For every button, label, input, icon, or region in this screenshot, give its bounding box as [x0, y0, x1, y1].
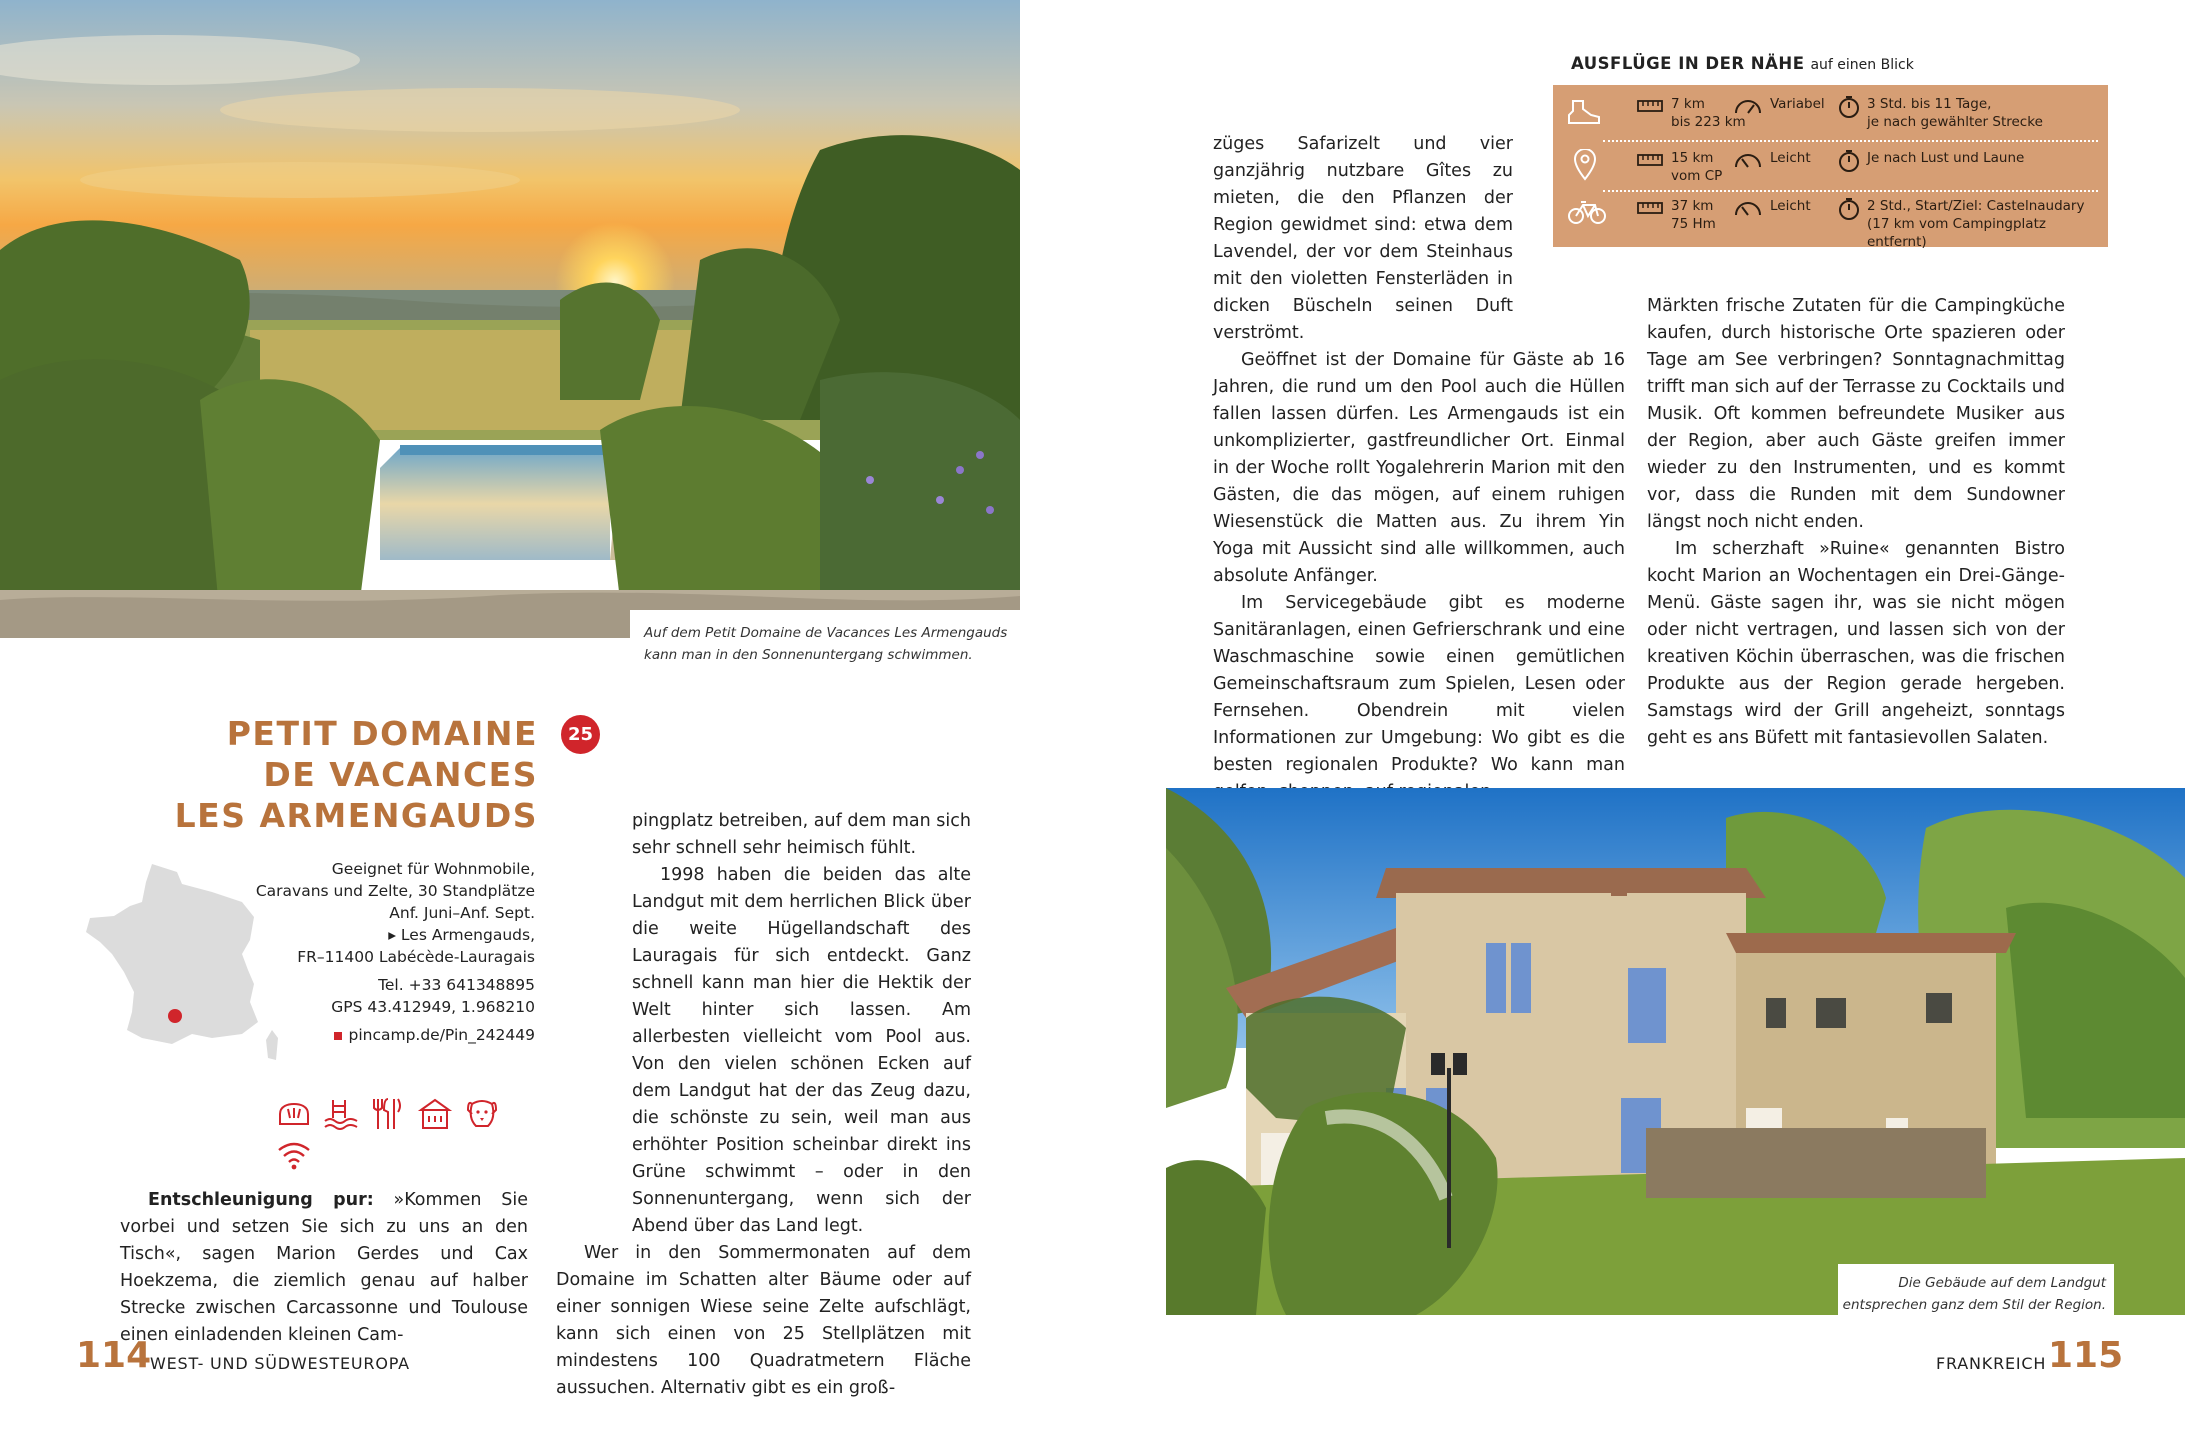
info-season: Anf. Juni–Anf. Sept.	[389, 904, 535, 922]
location-dot	[168, 1009, 182, 1023]
bread-icon	[276, 1096, 312, 1132]
info-gps: GPS 43.412949, 1.968210	[331, 998, 535, 1016]
link-square-icon	[334, 1032, 342, 1040]
info-phone: Tel. +33 641348895	[378, 976, 535, 994]
restaurant-icon	[370, 1096, 406, 1132]
pincamp-link[interactable]: pincamp.de/Pin_242449	[348, 1026, 535, 1044]
lead-in: Entschleunigung pur:	[148, 1190, 374, 1210]
row-divider	[1603, 140, 2098, 142]
pool-photo-caption	[630, 610, 1046, 684]
caption-line: kann man in den Sonnenuntergang schwimmen.	[644, 647, 973, 663]
paragraph: Wer in den Sommermonaten auf dem Domaine im Schatten alter Bäume oder auf einer sonnigen Wiese seine Zelte aufschlägt, kann sich einen von 25 Stellplätzen mit mindestens 100 Quadratmetern Fläche aussuchen. Alternativ gibt es ein groß-	[556, 1243, 971, 1398]
paragraph: Im scherzhaft »Ruine« genannten Bistro kocht Marion an Wochentagen ein Drei-Gänge-Menü. Gäste sagen ihr, was sie nicht mögen oder nicht vertragen, und lassen sich von der kreativen Köchin überraschen, was die frischen Produkte aus der Region gerade hergeben. Samstags wird der Grill angeheizt, sonntags geht es ans Büfett mit fantasievollen Salaten.	[1647, 539, 2065, 748]
excursion-time-detail: je nach gewählter Strecke	[1867, 114, 2043, 130]
title-line: PETIT DOMAINE	[226, 714, 538, 753]
site-number-badge: 25	[561, 715, 600, 754]
section-label-right: FRANKREICH	[1936, 1354, 2047, 1373]
title-line: DE VACANCES	[263, 755, 538, 794]
excursion-difficulty: Variabel	[1770, 96, 1825, 112]
text-column-2	[556, 808, 971, 1402]
info-link-row[interactable]	[235, 1024, 535, 1046]
pool-sunset-photo	[0, 0, 1020, 638]
excursion-distance-detail: bis 223 km	[1671, 114, 1746, 130]
ruler-icon	[1637, 201, 1663, 215]
excursions-heading	[1571, 54, 1914, 73]
excursion-distance-detail: vom CP	[1671, 168, 1723, 184]
excursion-time-detail: (17 km vom Campingplatz entfernt)	[1867, 216, 2046, 250]
hiking-boot-icon	[1567, 99, 1601, 127]
farmhouse-photo-caption	[1838, 1264, 2114, 1322]
stopwatch-icon	[1838, 95, 1860, 119]
gauge-icon	[1733, 199, 1763, 217]
paragraph: Geöffnet ist der Domaine für Gäste ab 16 Jahren, die rund um den Pool auch die Hüllen fallen lassen dürfen. Les Armengauds ist ein unkomplizierter, gastfreundlicher Ort. Einmal in der Woche rollt Yogalehrerin Marion mit den Gästen, die das mögen, auf einem ruhigen Wiesenstück die Matten aus. Zu ihrem Yin Yoga mit Aussicht sind alle willkommen, auch absolute Anfänger.	[1213, 350, 1625, 586]
paragraph: züges Safarizelt und vier ganzjährig nutzbare Gîtes zu mieten, die den Pflanzen der Region gewidmet sind: etwa dem Lavendel, der vor dem Steinhaus mit den violetten Fensterläden in dicken Büscheln seinen Duft verströmt.	[1213, 134, 1513, 343]
excursion-time: Je nach Lust und Laune	[1867, 150, 2025, 166]
title-line: LES ARMENGAUDS	[174, 796, 538, 835]
excursion-difficulty: Leicht	[1770, 150, 1811, 166]
gauge-icon	[1733, 97, 1763, 115]
ruler-icon	[1637, 99, 1663, 113]
text-column-4	[1647, 293, 2065, 752]
excursion-distance-detail: 75 Hm	[1671, 216, 1716, 232]
gauge-icon	[1733, 151, 1763, 169]
excursion-difficulty: Leicht	[1770, 198, 1811, 214]
paragraph: 1998 haben die beiden das alte Landgut mit dem herrlichen Blick über die weite Hügellandschaft des Lauragais für sich entdeckt. Ganz schnell kann man hier die Hektik der Welt hinter sich lassen. Am allerbesten vielleicht vom Pool aus. Von den vielen schönen Ecken auf dem Landgut hat der das Zeug dazu, die schönste zu sein, weil man aus erhöhter Position scheinbar direkt ins Grüne schwimmt – oder in den Sonnenuntergang, wenn sich der Abend über das Land legt.	[632, 865, 971, 1236]
pool-icon	[323, 1096, 359, 1132]
excursions-subtitle: auf einen Blick	[1810, 57, 1914, 73]
ruler-icon	[1637, 153, 1663, 167]
caption-line: entsprechen ganz dem Stil der Region.	[1842, 1297, 2106, 1313]
farmhouse-photo	[1166, 788, 2185, 1315]
campsite-title	[120, 713, 538, 836]
paragraph: »Kommen Sie vorbei und setzen Sie sich zu uns an den Tisch«, sagen Marion Gerdes und Cax Hoekzema, die ziemlich genau auf halber Strecke zwischen Carcassonne und Toulouse einen einladenden kleinen Cam-	[120, 1190, 528, 1345]
dog-icon	[464, 1096, 500, 1132]
campsite-info	[235, 858, 535, 1046]
excursion-distance: 7 km	[1671, 96, 1705, 112]
page-number-left: 114	[76, 1335, 152, 1376]
page-number-right: 115	[2048, 1335, 2124, 1376]
excursion-row	[1553, 149, 2108, 201]
excursion-distance: 37 km	[1671, 198, 1714, 214]
stopwatch-icon	[1838, 149, 1860, 173]
info-pitches: Caravans und Zelte, 30 Standplätze	[255, 882, 535, 900]
info-address-city: FR–11400 Labécède-Lauragais	[297, 948, 535, 966]
section-label-left: WEST- UND SÜDWESTEUROPA	[150, 1354, 410, 1373]
caption-line: Auf dem Petit Domaine de Vacances Les Armengauds	[644, 625, 1008, 641]
info-suitability: Geeignet für Wohnmobile,	[331, 860, 535, 878]
row-divider	[1603, 190, 2098, 192]
caption-line: Die Gebäude auf dem Landgut	[1898, 1275, 2106, 1291]
paragraph: pingplatz betreiben, auf dem man sich sehr schnell sehr heimisch fühlt.	[632, 811, 971, 858]
excursions-title: AUSFLÜGE IN DER NÄHE	[1571, 54, 1805, 73]
excursions-box	[1553, 85, 2108, 250]
paragraph: Märkten frische Zutaten für die Campingküche kaufen, durch historische Orte spazieren oder Tage am See verbringen? Sonntagnachmittag trifft man sich auf der Terrasse zu Cocktails und Musik. Oft kommen befreundete Musiker aus der Region, aber auch Gäste greifen immer wieder zu den Instrumenten, und es kommt vor, dass die Runden mit dem Sundowner längst noch nicht enden.	[1647, 296, 2065, 532]
info-address-name: ▸ Les Armengauds,	[388, 926, 535, 944]
stopwatch-icon	[1838, 197, 1860, 221]
text-column-3	[1213, 131, 1625, 806]
paragraph: Im Servicegebäude gibt es moderne Sanitäranlagen, einen Gefrierschrank und eine Waschmaschine sowie einen gemütlichen Gemeinschaftsraum zum Spielen, Lesen oder Fernsehen. Obendrein mit vielen Informationen zur Umgebung: Wo gibt es die besten regionalen Produkte? Wo kann man	[1213, 593, 1625, 775]
wifi-icon	[276, 1136, 312, 1172]
excursion-distance: 15 km	[1671, 150, 1714, 166]
excursion-row	[1553, 197, 2108, 249]
amenity-icons	[276, 1096, 546, 1132]
shop-icon	[417, 1096, 453, 1132]
text-column-1	[120, 1187, 528, 1349]
excursion-time: 2 Std., Start/Ziel: Castelnaudary	[1867, 198, 2085, 214]
excursion-time: 3 Std. bis 11 Tage,	[1867, 96, 1992, 112]
